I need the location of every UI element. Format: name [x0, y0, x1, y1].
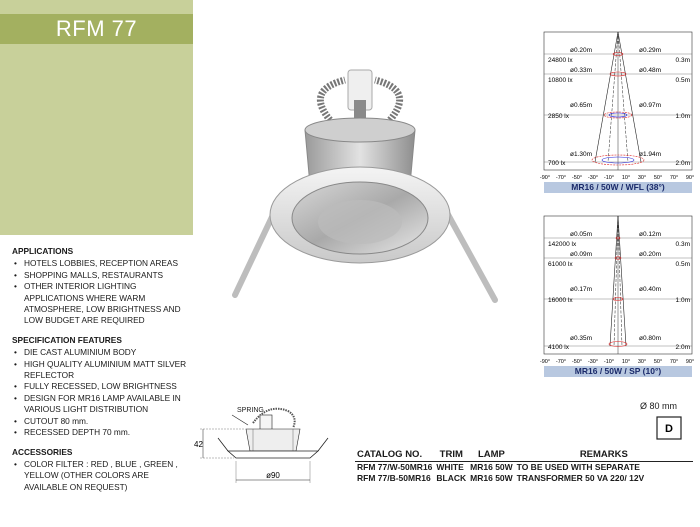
list-item: • SHOPPING MALLS, RESTAURANTS: [12, 270, 190, 281]
column-header: TRIM: [434, 448, 468, 462]
diameter-left: ø0.09m: [570, 251, 593, 258]
distance-label: 0.3m: [675, 57, 690, 64]
list-item: • DESIGN FOR MR16 LAMP AVAILABLE IN VARIOUS LIGHT DISTRIBUTION: [12, 393, 190, 416]
distance-label: 0.5m: [675, 77, 690, 84]
lux-label: 142000 lx: [548, 241, 577, 248]
svg-text:D: D: [665, 423, 673, 435]
angle-axis: [540, 359, 694, 365]
photometric-diagram-sp: [540, 216, 695, 377]
list-item: • OTHER INTERIOR LIGHTING APPLICATIONS WHERE WARM ATMOSPHERE, LOW BRIGHTNESS AND LOW BUDGET ARE REQUIRED: [12, 281, 190, 327]
column-header: CATALOG NO.: [355, 448, 434, 462]
diameter-left: ø0.35m: [570, 335, 593, 342]
beam-diagram-sp: [540, 216, 695, 366]
cutout-dimension: Ø 80 mm: [640, 401, 678, 411]
diameter-left: ø0.65m: [570, 102, 593, 109]
diameter-dimension: ø90: [266, 471, 280, 480]
angle-tick: -50°: [571, 175, 583, 181]
diameter-right: ø0.12m: [639, 231, 662, 238]
lux-label: 61000 lx: [548, 261, 573, 268]
table-header-row: [355, 448, 693, 462]
column-header: REMARKS: [515, 448, 693, 462]
angle-tick: -90°: [539, 175, 551, 181]
diameter-left: ø0.17m: [570, 286, 593, 293]
angle-tick: -30°: [587, 359, 599, 365]
angle-tick: 50°: [653, 359, 663, 365]
diameter-left: ø0.33m: [570, 67, 593, 74]
list-item: • FULLY RECESSED, LOW BRIGHTNESS: [12, 381, 190, 392]
diameter-left: ø0.05m: [570, 231, 593, 238]
specification-list: [12, 347, 190, 438]
angle-tick: 50°: [653, 175, 663, 181]
column-header: LAMP: [468, 448, 515, 462]
lux-label: 10800 lx: [548, 77, 573, 84]
list-item: • HOTELS LOBBIES, RECEPTION AREAS: [12, 258, 190, 269]
angle-tick: -30°: [587, 175, 599, 181]
lux-label: 700 lx: [548, 160, 566, 167]
diagram-caption: MR16 / 50W / WFL (38°): [544, 182, 692, 193]
angle-tick: 10°: [621, 359, 631, 365]
distance-label: 0.5m: [675, 261, 690, 268]
catalog-number: RFM 77/W-50MR16: [357, 462, 433, 472]
list-item: • HIGH QUALITY ALUMINIUM MATT SILVER REFLECTOR: [12, 359, 190, 382]
recessed-symbol-icon: [656, 416, 682, 440]
distance-label: 2.0m: [675, 344, 690, 351]
applications-heading: APPLICATIONS: [12, 246, 74, 256]
table-row: [355, 462, 693, 474]
height-dimension: 42: [194, 440, 203, 449]
diameter-right: ø1.94m: [639, 151, 662, 158]
catalog-number: RFM 77/B-50MR16: [357, 473, 431, 483]
angle-tick: -70°: [555, 175, 567, 181]
left-column: [0, 0, 193, 527]
features-text: [12, 246, 190, 493]
distance-label: 1.0m: [675, 113, 690, 120]
list-item: • COLOR FILTER : RED , BLUE , GREEN , YELLOW (OTHER COLORS ARE AVAILABLE ON REQUEST): [12, 459, 190, 493]
page-title: RFM 77: [0, 14, 193, 44]
angle-tick: 90°: [685, 175, 695, 181]
diameter-left: ø1.30m: [570, 151, 593, 158]
angle-tick: 70°: [669, 359, 679, 365]
photometric-diagram-wfl: [540, 32, 695, 193]
applications-list: [12, 258, 190, 326]
angle-tick: 70°: [669, 175, 679, 181]
lamp-cell: MR16 50W: [470, 473, 513, 483]
specification-heading: SPECIFICATION FEATURES: [12, 334, 122, 345]
beam-diagram-wfl: [540, 32, 695, 182]
angle-tick: -10°: [603, 359, 615, 365]
distance-label: 0.3m: [675, 241, 690, 248]
trim-cell: WHITE: [436, 462, 464, 472]
diagram-caption: MR16 / 50W / SP (10°): [544, 366, 692, 377]
diameter-right: ø0.80m: [639, 335, 662, 342]
lamp-cell: MR16 50W: [470, 462, 513, 472]
diameter-right: ø0.40m: [639, 286, 662, 293]
angle-tick: -70°: [555, 359, 567, 365]
list-item: • CUTOUT 80 mm.: [12, 416, 190, 427]
angle-tick: 90°: [685, 359, 695, 365]
angle-axis: [540, 175, 694, 181]
angle-tick: 30°: [637, 359, 647, 365]
accessories-list: [12, 459, 190, 493]
trim-cell: BLACK: [436, 473, 467, 483]
lux-label: 16000 lx: [548, 297, 573, 304]
dimension-drawing: [194, 403, 348, 523]
distance-label: 2.0m: [675, 160, 690, 167]
accessories-heading: ACCESSORIES: [12, 446, 73, 457]
angle-tick: -90°: [539, 359, 551, 365]
remarks-cell: TO BE USED WITH SEPARATE TRANSFORMER 50 VA 220/ 12V: [516, 462, 645, 483]
lux-label: 24800 lx: [548, 57, 573, 64]
angle-tick: 30°: [637, 175, 647, 181]
lux-label: 4100 lx: [548, 344, 569, 351]
angle-tick: -50°: [571, 359, 583, 365]
distance-label: 1.0m: [675, 297, 690, 304]
lux-label: 2850 lx: [548, 113, 569, 120]
catalog-table: [355, 448, 693, 484]
downlight-product-image: [210, 60, 510, 310]
diameter-right: ø0.20m: [639, 251, 662, 258]
spring-label: SPRING: [237, 407, 264, 414]
diameter-right: ø0.97m: [639, 102, 662, 109]
diameter-right: ø0.48m: [639, 67, 662, 74]
list-item: • DIE CAST ALUMINIUM BODY: [12, 347, 190, 358]
angle-tick: 10°: [621, 175, 631, 181]
list-item: • RECESSED DEPTH 70 mm.: [12, 427, 190, 438]
diameter-right: ø0.29m: [639, 47, 662, 54]
angle-tick: -10°: [603, 175, 615, 181]
diameter-left: ø0.20m: [570, 47, 593, 54]
